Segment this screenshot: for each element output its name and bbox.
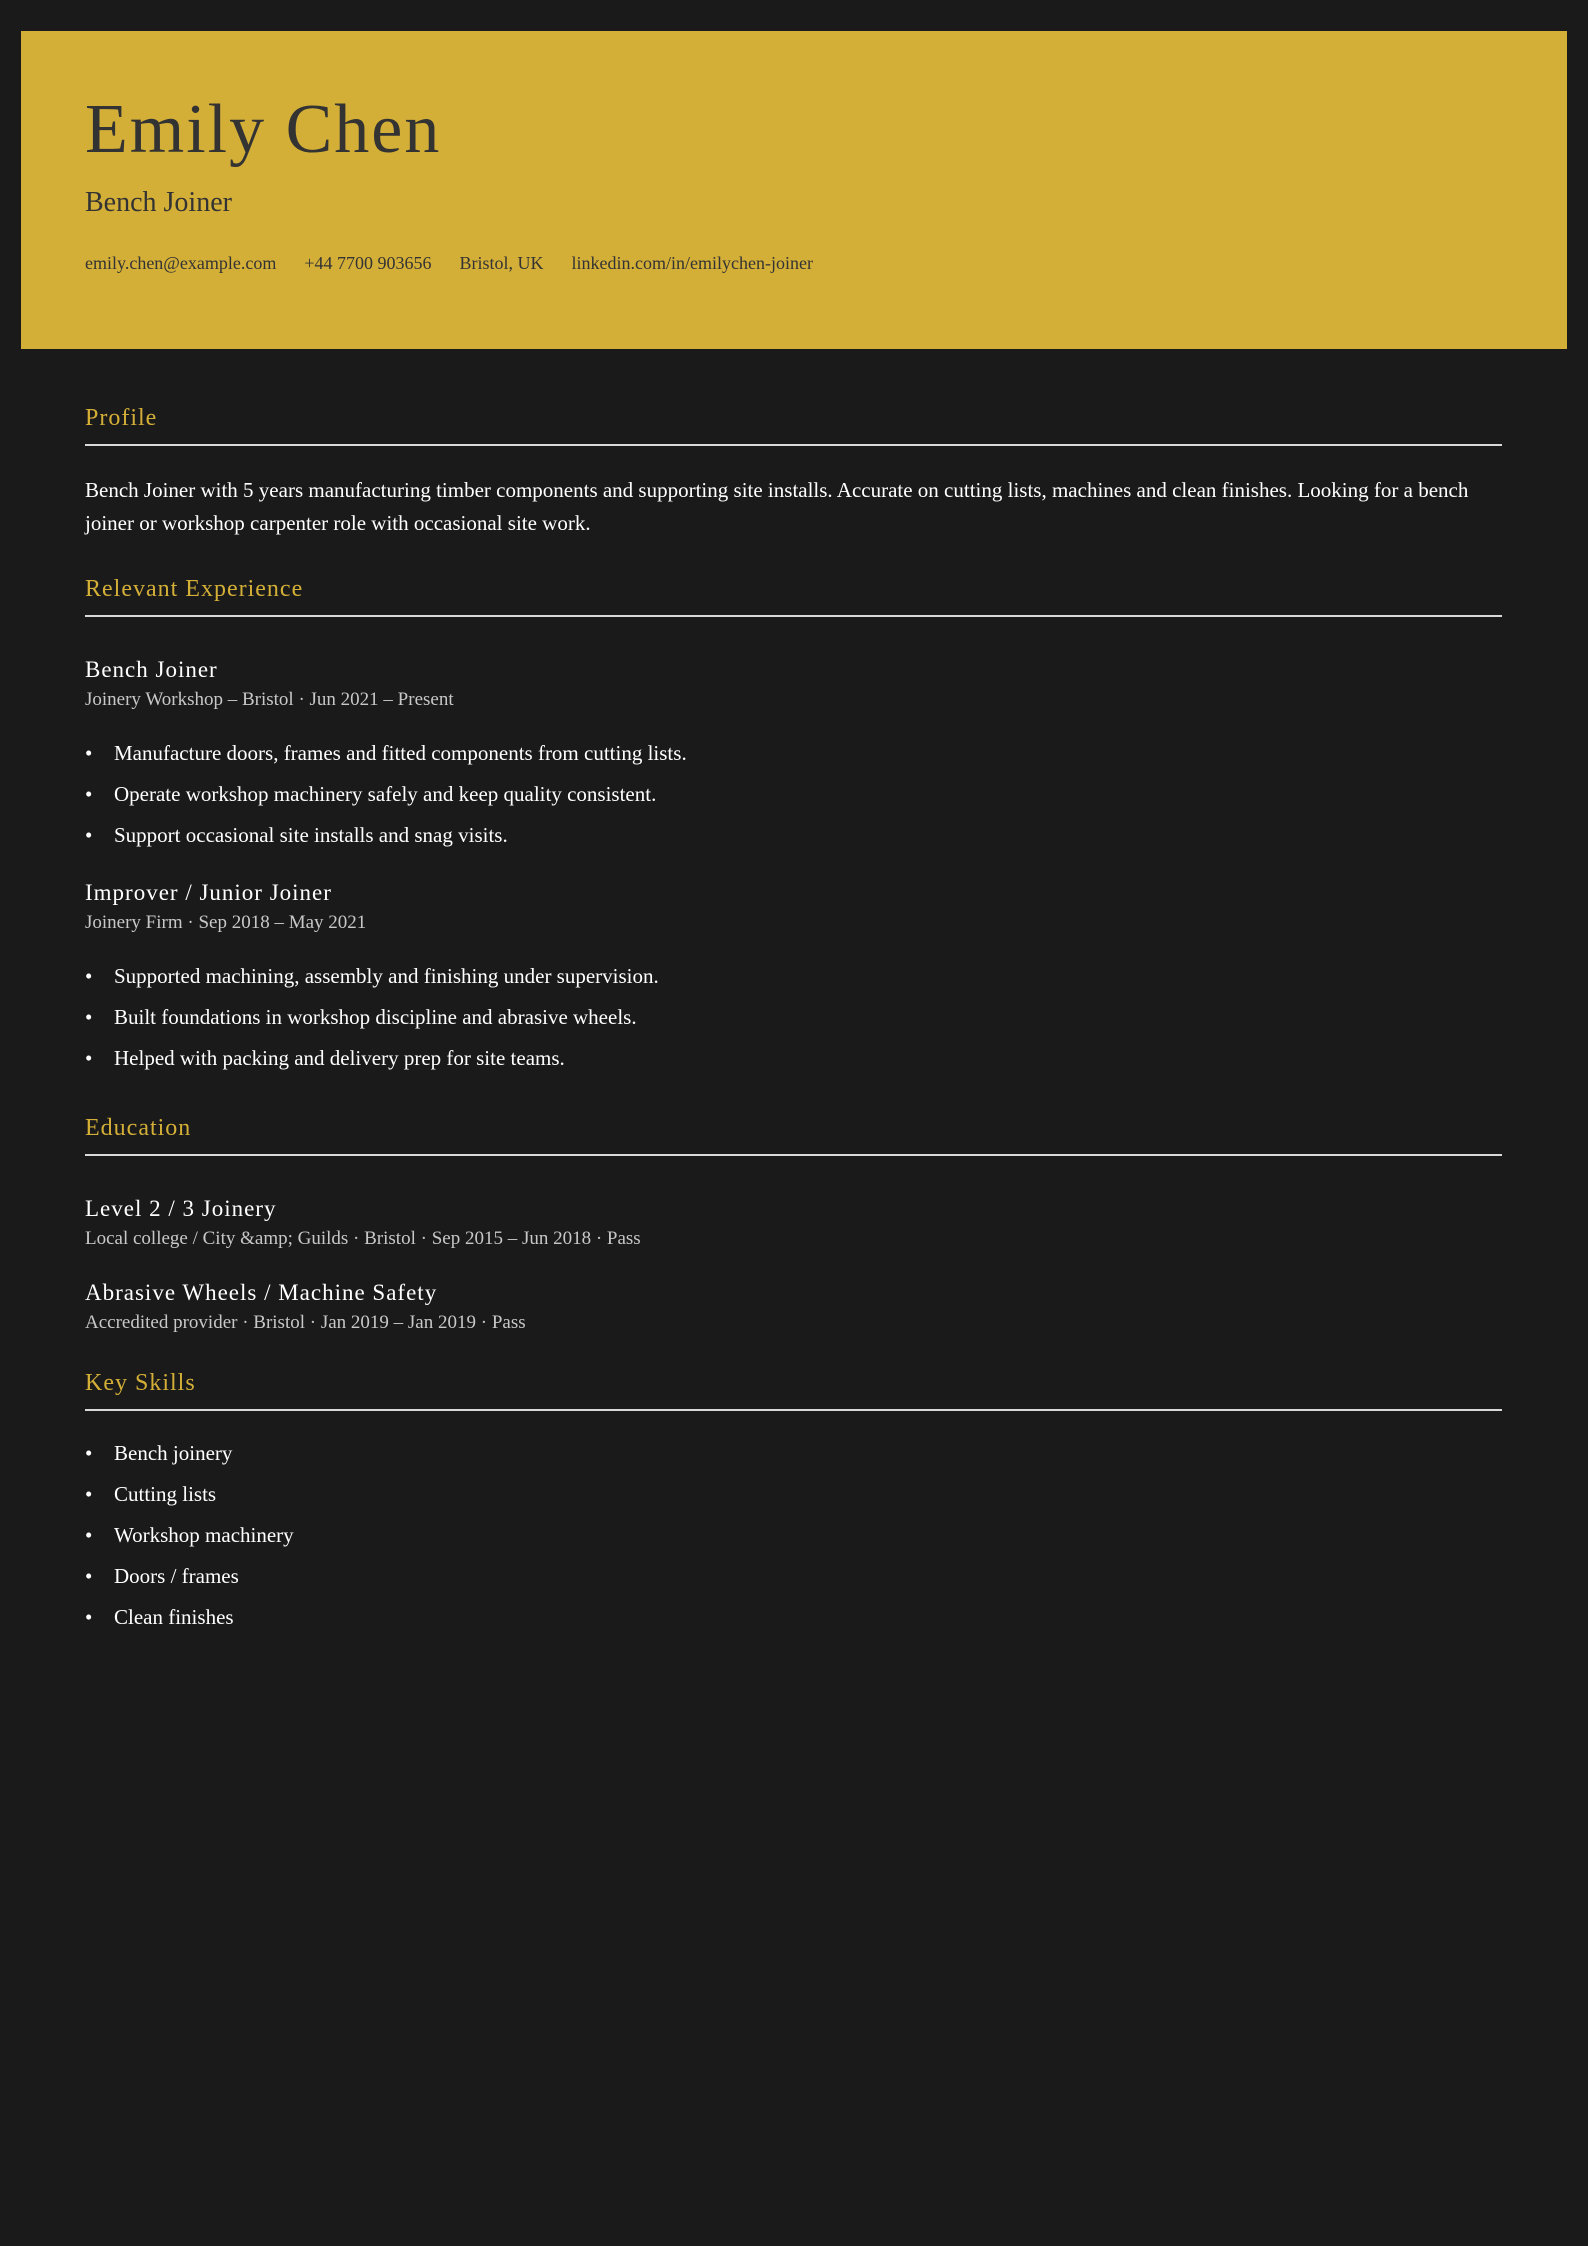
contact-location: Bristol, UK [459,253,544,273]
contact-email: emily.chen@example.com [85,253,277,273]
section-title-education: Education [85,1115,1502,1156]
contact-phone: +44 7700 903656 [304,253,432,273]
resume-body [85,405,1502,1638]
education-title: Abrasive Wheels / Machine Safety [85,1280,438,1305]
skill-item: • Clean finishes [85,1597,1502,1638]
job-bullet: • Built foundations in workshop discipline and abrasive wheels. [85,997,1502,1038]
education-section [85,1115,1502,1334]
job-bullets [85,956,1502,1079]
contact-row [85,253,813,274]
profile-section [85,405,1502,540]
section-title-profile: Profile [85,405,1502,446]
skill-item: • Doors / frames [85,1556,1502,1597]
job-entry [85,657,1502,856]
job-bullet: • Supported machining, assembly and finishing under supervision. [85,956,1502,997]
skill-item: • Cutting lists [85,1474,1502,1515]
skills-list [85,1433,1502,1638]
candidate-role: Bench Joiner [85,187,232,218]
candidate-name: Emily Chen [85,91,442,168]
job-meta: Joinery Workshop – Bristol · Jun 2021 – Present [85,689,454,710]
education-meta: Accredited provider · Bristol · Jan 2019 – Jan 2019 · Pass [85,1312,526,1333]
job-entry [85,880,1502,1079]
job-title: Bench Joiner [85,657,218,682]
job-bullet: • Operate workshop machinery safely and keep quality consistent. [85,774,1502,815]
job-bullet: • Manufacture doors, frames and fitted components from cutting lists. [85,733,1502,774]
skill-item: • Bench joinery [85,1433,1502,1474]
profile-text: Bench Joiner with 5 years manufacturing timber components and supporting site installs. Accurate on cutting lists, machines and clean finishes. Looking for a bench joiner or workshop carpenter role with occasional site work. [85,478,1469,535]
job-bullet: • Helped with packing and delivery prep for site teams. [85,1038,1502,1079]
education-entry [85,1196,1502,1250]
resume-header [21,31,1567,349]
contact-linkedin: linkedin.com/in/emilychen-joiner [571,253,813,273]
education-entry [85,1280,1502,1334]
job-bullets [85,733,1502,856]
job-bullet: • Support occasional site installs and snag visits. [85,815,1502,856]
education-title: Level 2 / 3 Joinery [85,1196,277,1221]
job-title: Improver / Junior Joiner [85,880,332,905]
education-meta: Local college / City &amp; Guilds · Bristol · Sep 2015 – Jun 2018 · Pass [85,1228,641,1249]
skills-section [85,1370,1502,1638]
job-meta: Joinery Firm · Sep 2018 – May 2021 [85,912,367,933]
section-title-experience: Relevant Experience [85,576,1502,617]
section-title-skills: Key Skills [85,1370,1502,1411]
experience-section [85,576,1502,1079]
skill-item: • Workshop machinery [85,1515,1502,1556]
